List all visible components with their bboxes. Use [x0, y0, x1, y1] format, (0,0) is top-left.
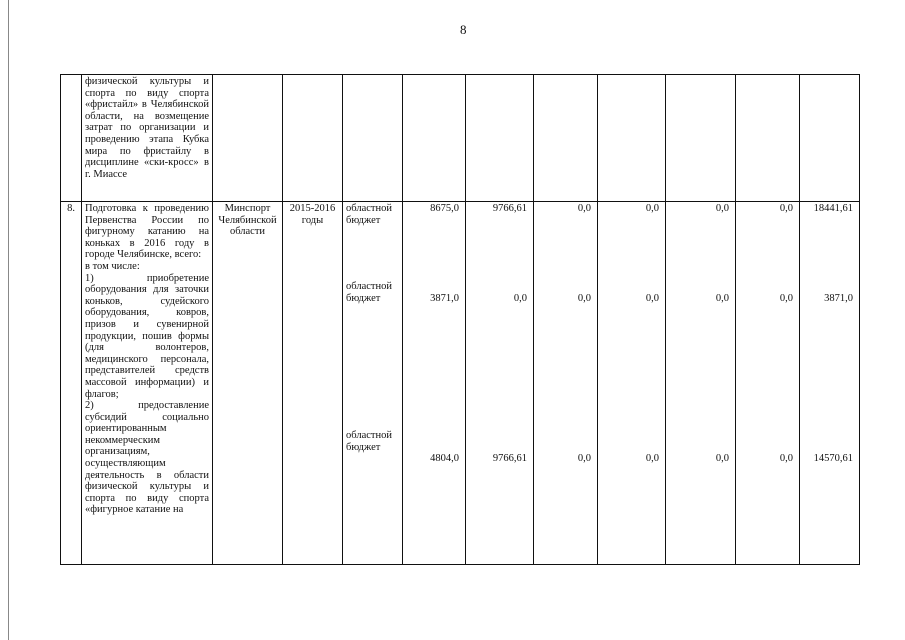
cell-item-description	[82, 202, 213, 565]
cell-year-3: 0,0 0,0 0,0	[534, 202, 598, 565]
cell-total: 18441,61 3871,0 14570,61	[800, 202, 860, 565]
cell-period: 2015-2016 годы	[283, 202, 343, 565]
cell-number	[61, 75, 82, 202]
table-row-item-8	[61, 202, 860, 565]
cell-source: областной бюджет областной бюджет областной бюджет	[343, 202, 403, 565]
cell-year-6: 0,0 0,0 0,0	[736, 202, 800, 565]
budget-table	[60, 74, 860, 565]
cell-year-1: 8675,0 3871,0 4804,0	[403, 202, 466, 565]
item-intro: в том числе:	[85, 260, 140, 272]
margin-rule	[8, 0, 9, 640]
item-sub1: 1) приобретение оборудования для заточки коньков, судейского оборудования, ковров, призов и сувенирной продукции, пошив формы (для волонтеров, медицинского персонала, представителей средств массовой информации) и флагов;	[85, 272, 209, 400]
cell-description: физической культуры и спорта по виду спорта «фристайл» в Челябинской области, на возмещение затрат по организации и проведению этапа Кубка мира по фристайлу в дисциплине «ски-кросс» в г. Миассе	[82, 75, 213, 202]
cell-executor: Минспорт Челябинской области	[213, 202, 283, 565]
table-row-continuation	[61, 75, 860, 202]
cell-year-5: 0,0 0,0 0,0	[666, 202, 736, 565]
item-title: Подготовка к проведению Первенства России по фигурному катанию на коньках в 2016 году в городе Челябинске, всего:	[85, 203, 209, 261]
item-sub2: 2) предоставление субсидий социально ориентированным некоммерческим организациям, осуществляющим деятельность в области физической культуры и спорта по виду спорта «фигурное катание на	[85, 400, 209, 516]
cell-item-number: 8.	[61, 202, 82, 565]
cell-year-4: 0,0 0,0 0,0	[598, 202, 666, 565]
page-number: 8	[460, 22, 467, 37]
cell-year-2: 9766,61 0,0 9766,61	[466, 202, 534, 565]
